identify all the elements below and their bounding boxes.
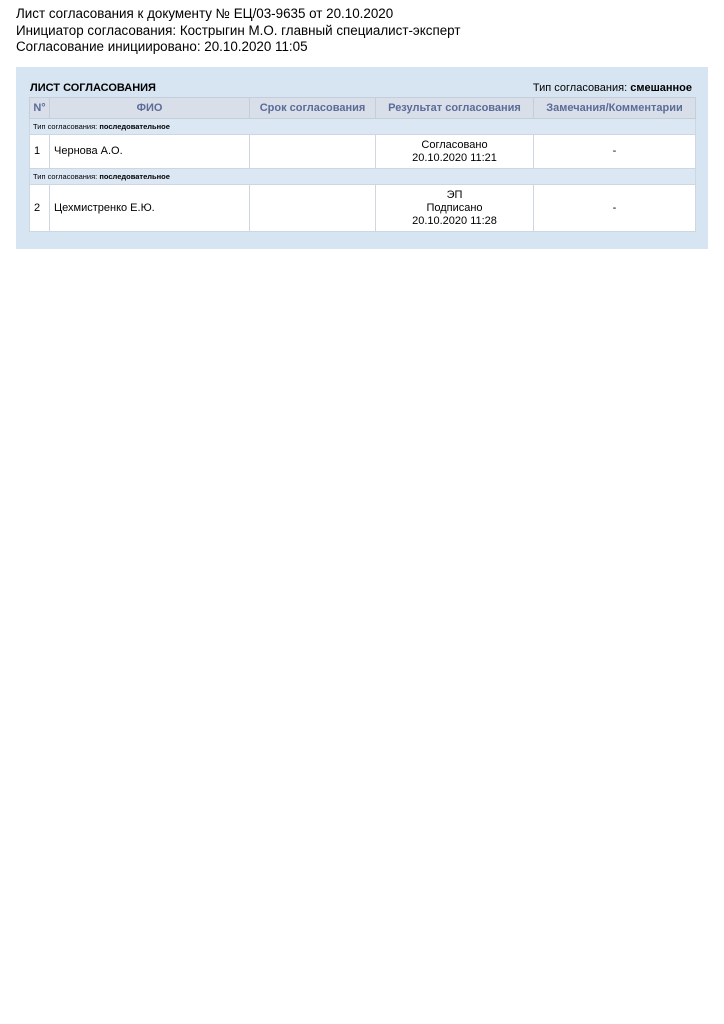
table-row [30, 185, 696, 232]
group-row [30, 119, 696, 135]
table-header-row [30, 98, 696, 119]
row-result-status: Подписано [426, 201, 483, 214]
row-comment: - [534, 135, 696, 169]
sheet-approval-type-value: смешанное [630, 82, 692, 94]
group-type-value: последовательное [99, 172, 170, 181]
column-header-name: ФИО [50, 98, 250, 119]
row-result [376, 135, 534, 169]
column-header-deadline: Срок согласования [250, 98, 376, 119]
approval-table [29, 97, 696, 232]
row-comment: - [534, 185, 696, 232]
sheet-title: ЛИСТ СОГЛАСОВАНИЯ [30, 82, 156, 94]
row-result [376, 185, 534, 232]
row-name: Чернова А.О. [50, 135, 250, 169]
approval-sheet-panel [16, 67, 708, 249]
initiator-line: Инициатор согласования: Кострыгин М.О. главный специалист-эксперт [16, 22, 461, 38]
column-header-number: N° [30, 98, 50, 119]
row-result-signature: ЭП [446, 188, 463, 201]
row-number: 2 [30, 185, 50, 232]
initiated-date-line: Согласование инициировано: 20.10.2020 11:05 [16, 39, 308, 54]
sheet-approval-type-label: Тип согласования: [532, 82, 628, 94]
row-number: 1 [30, 135, 50, 169]
row-result-date: 20.10.2020 11:28 [412, 214, 497, 227]
row-name: Цехмистренко Е.Ю. [50, 185, 250, 232]
group-approval-type [30, 119, 696, 135]
document-title-line: Лист согласования к документу № ЕЦ/03-9635 от 20.10.2020 [16, 6, 394, 21]
sheet-approval-type [533, 82, 692, 94]
row-result-status: Согласовано [421, 138, 488, 151]
column-header-comments: Замечания/Комментарии [534, 98, 696, 119]
group-type-value: последовательное [99, 122, 170, 131]
group-type-label: Тип согласования: [33, 172, 98, 181]
column-header-result: Результат согласования [376, 98, 534, 119]
group-row [30, 169, 696, 185]
table-row [30, 135, 696, 169]
group-type-label: Тип согласования: [33, 122, 98, 131]
group-approval-type [30, 169, 696, 185]
row-result-date: 20.10.2020 11:21 [412, 151, 497, 164]
row-deadline [250, 185, 376, 232]
row-deadline [250, 135, 376, 169]
document-header [16, 6, 460, 56]
